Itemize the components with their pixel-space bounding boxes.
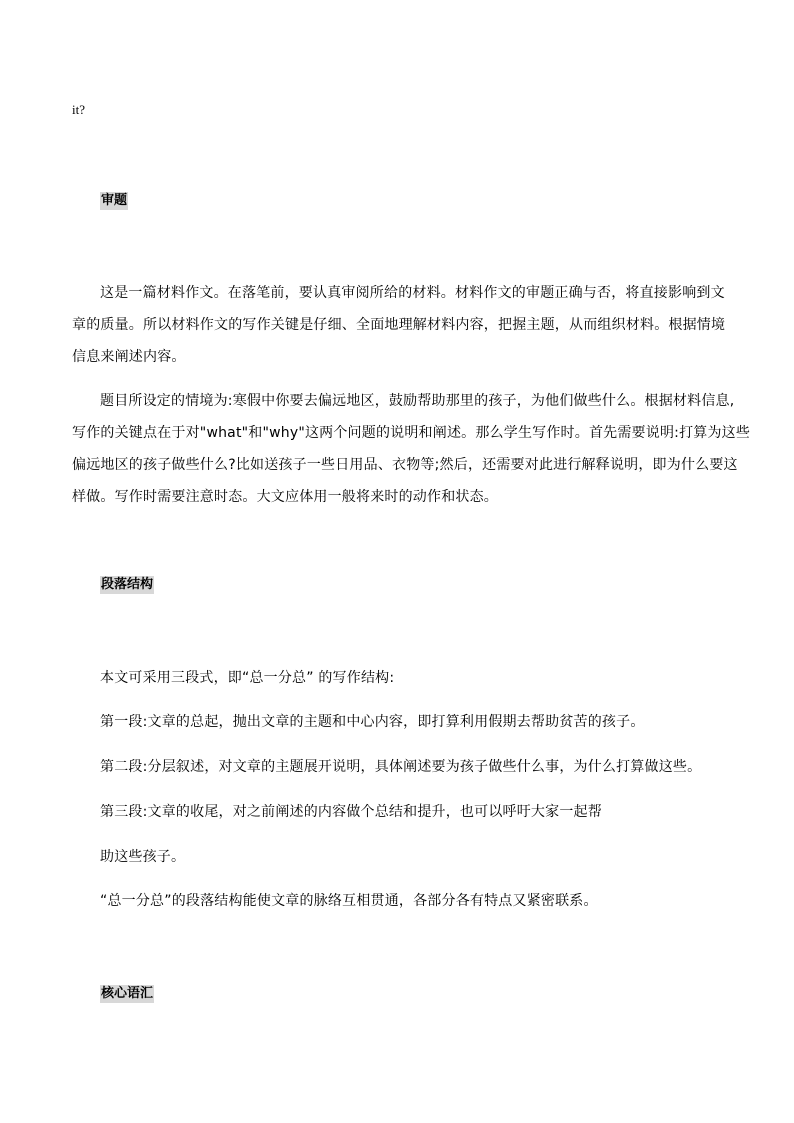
paragraph-line: 这是一篇材料作文。在落笔前，要认真审阅所给的材料。材料作文的审题正确与否，将直接影响到文 (100, 285, 725, 301)
section-heading-vocab: 核心语汇 (101, 986, 154, 1001)
section-heading-review: 审题 (101, 193, 128, 208)
text-fragment: it? (72, 102, 85, 117)
paragraph-line: 样做。写作时需要注意时态。大文应体用一般将来时的动作和状态。 (72, 489, 498, 505)
paragraph-line: 偏远地区的孩子做些什么?比如送孩子一些日用品、衣物等;然后，还需要对此进行解释说明，即为什么要这 (72, 457, 738, 473)
paragraph-line: 题目所设定的情境为:寒假中你要去偏远地区，鼓励帮助那里的孩子，为他们做些什么。根据材料信息, (100, 393, 735, 409)
review-paragraph-1 (72, 277, 726, 373)
section-heading-structure: 段落结构 (101, 577, 154, 592)
structure-line: 第一段:文章的总起，抛出文章的主题和中心内容，即打算利用假期去帮助贫苦的孩子。 (100, 714, 645, 730)
structure-line: 助这些孩子。 (100, 849, 186, 865)
structure-line: 第二段:分层叙述，对文章的主题展开说明，具体阐述要为孩子做些什么事，为什么打算做这些。 (100, 759, 702, 775)
review-paragraph-2 (72, 385, 751, 513)
paragraph-line: 信息来阐述内容。 (72, 349, 186, 365)
structure-line: “总一分总”的段落结构能使文章的脉络互相贯通，各部分各有特点又紧密联系。 (100, 893, 598, 909)
structure-line: 本文可采用三段式，即“总一分总” 的写作结构: (100, 670, 395, 686)
paragraph-line: 写作的关键点在于对"what"和"why"这两个问题的说明和阐述。那么学生写作时。首先需要说明:打算为这些 (72, 425, 751, 441)
paragraph-line: 章的质量。所以材料作文的写作关键是仔细、全面地理解材料内容，把握主题，从而组织材料。根据情境 (72, 317, 726, 333)
structure-line: 第三段:文章的收尾，对之前阐述的内容做个总结和提升，也可以呼吁大家一起帮 (100, 804, 602, 820)
